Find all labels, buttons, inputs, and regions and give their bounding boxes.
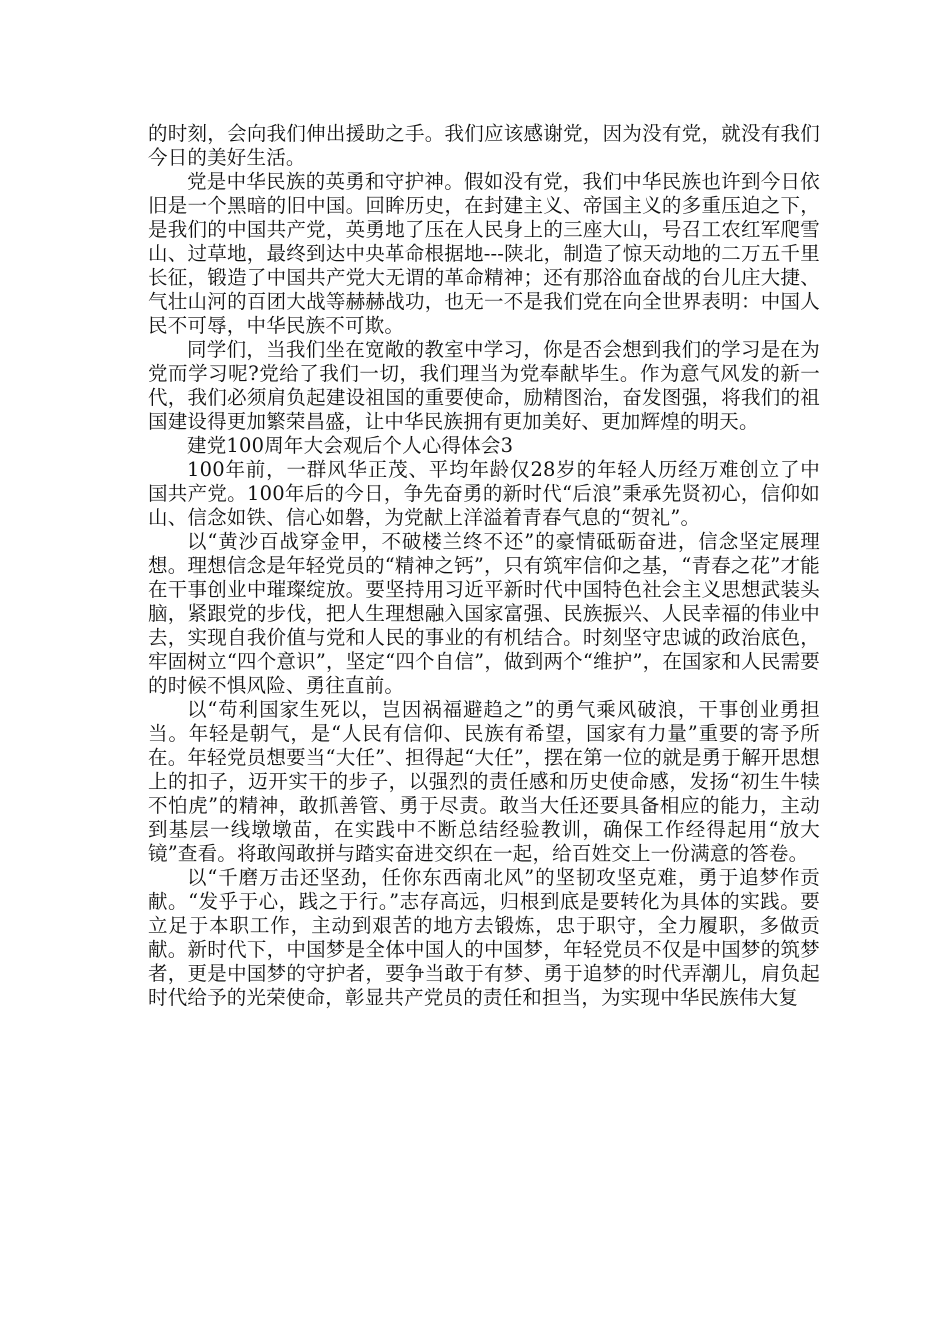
document-page xyxy=(148,122,820,1010)
paragraph-4: 100年前，一群风华正茂、平均年龄仅28岁的年轻人历经万难创立了中国共产党。100年后的今日，争先奋勇的新时代“后浪”秉承先贤初心，信仰如山、信念如铁、信心如磐，为党献上洋溢着青春气息的“贺礼”。 xyxy=(148,458,820,529)
section-heading: 建党100周年大会观后个人心得体会3 xyxy=(187,434,514,457)
paragraph-6: 以“苟利国家生死以，岂因祸福避趋之”的勇气乘风破浪，干事创业勇担当。年轻是朝气，是“人民有信仰、民族有希望，国家有力量”重要的寄予所在。年轻党员想要当“大任”、担得起“大任”，摆在第一位的就是勇于解开思想上的扣子，迈开实干的步子，以强烈的责任感和历史使命感，发扬“初生牛犊不怕虎”的精神，敢抓善管、勇于尽责。敢当大任还要具备相应的能力，主动到基层一线墩墩苗，在实践中不断总结经验教训，确保工作经得起用“放大镜”查看。将敢闯敢拼与踏实奋进交织在一起，给百姓交上一份满意的答卷。 xyxy=(148,698,820,865)
paragraph-2: 党是中华民族的英勇和守护神。假如没有党，我们中华民族也许到今日依旧是一个黑暗的旧中国。回眸历史，在封建主义、帝国主义的多重压迫之下，是我们的中国共产党，英勇地了压在人民身上的三座大山，号召工农红军爬雪山、过草地，最终到达中央革命根据地---陕北，制造了惊天动地的二万五千里长征，锻造了中国共产党大无谓的革命精神；还有那浴血奋战的台儿庄大捷、气壮山河的百团大战等赫赫战功，也无一不是我们党在向全世界表明：中国人民不可辱，中华民族不可欺。 xyxy=(148,170,820,337)
paragraph-1: 的时刻，会向我们伸出援助之手。我们应该感谢党，因为没有党，就没有我们今日的美好生活。 xyxy=(148,122,820,169)
paragraph-3: 同学们，当我们坐在宽敞的教室中学习，你是否会想到我们的学习是在为党而学习呢?党给了我们一切，我们理当为党奉献毕生。作为意气风发的新一代，我们必须肩负起建设祖国的重要使命，励精图治，奋发图强，将我们的祖国建设得更加繁荣昌盛，让中华民族拥有更加美好、更加辉煌的明天。 xyxy=(148,338,820,433)
paragraph-5: 以“黄沙百战穿金甲，不破楼兰终不还”的豪情砥砺奋进，信念坚定展理想。理想信念是年轻党员的“精神之钙”，只有筑牢信仰之基，“青春之花”才能在干事创业中璀璨绽放。要坚持用习近平新时代中国特色社会主义思想武装头脑，紧跟党的步伐，把人生理想融入国家富强、民族振兴、人民幸福的伟业中去，实现自我价值与党和人民的事业的有机结合。时刻坚守忠诚的政治底色，牢固树立“四个意识”，坚定“四个自信”，做到两个“维护”，在国家和人民需要的时候不惧风险、勇往直前。 xyxy=(148,530,820,697)
paragraph-7: 以“千磨万击还坚劲，任你东西南北风”的坚韧攻坚克难，勇于追梦作贡献。“发乎于心，践之于行。”志存高远，归根到底是要转化为具体的实践。要立足于本职工作，主动到艰苦的地方去锻炼，忠于职守，全力履职，多做贡献。新时代下，中国梦是全体中国人的中国梦，年轻党员不仅是中国梦的筑梦者，更是中国梦的守护者，要争当敢于有梦、勇于追梦的时代弄潮儿，肩负起时代给予的光荣使命，彰显共产党员的责任和担当，为实现中华民族伟大复 xyxy=(148,866,820,1009)
